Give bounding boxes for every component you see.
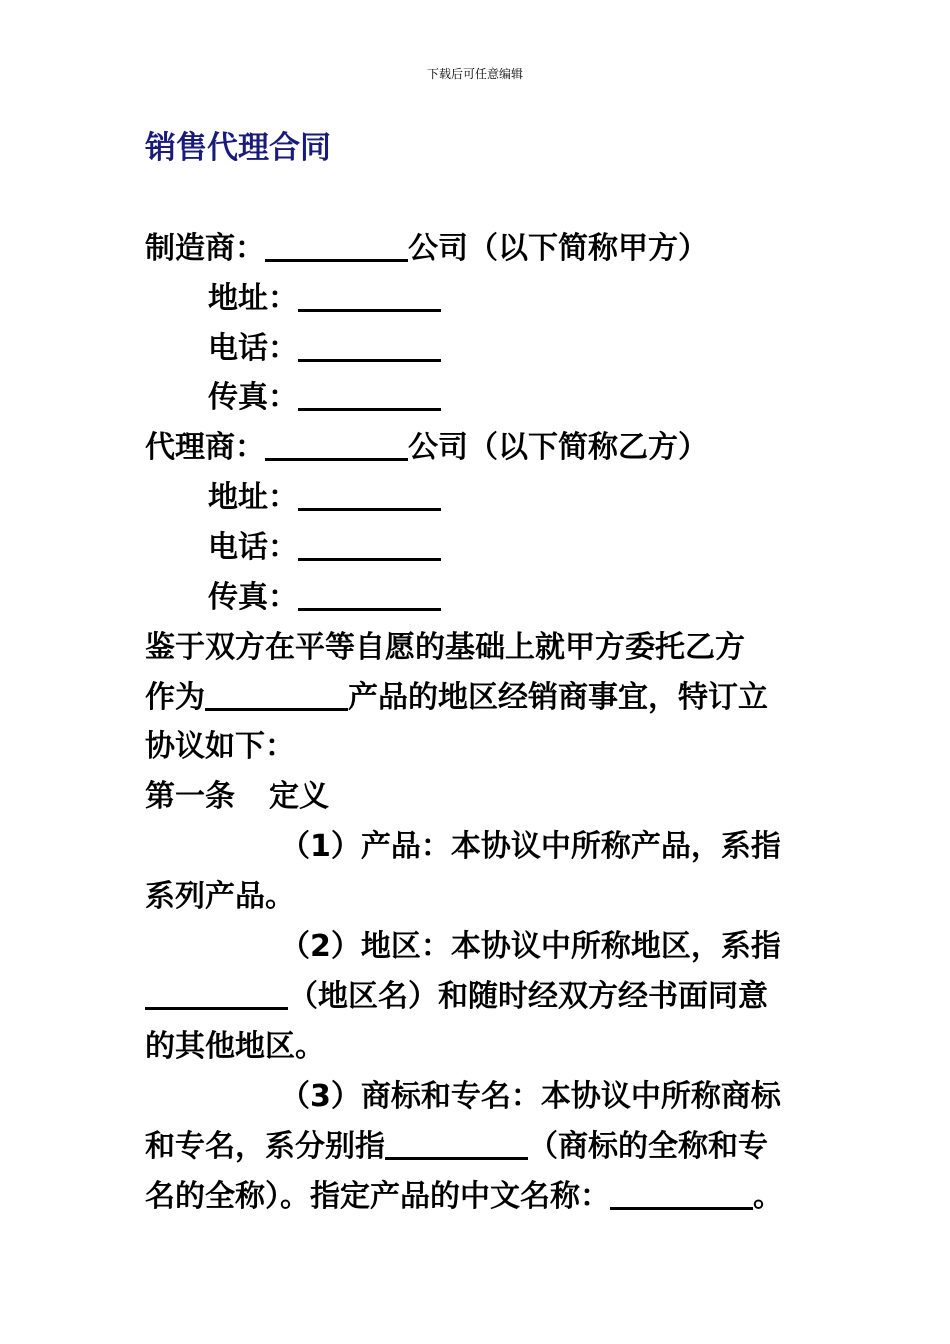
item-3-line-3-end: 。 bbox=[753, 1179, 783, 1214]
party-b-address-label: 地址： bbox=[208, 480, 298, 515]
trademark-blank bbox=[385, 1123, 528, 1160]
item-1-line-1: （1）产品：本协议中所称产品，系指 bbox=[280, 829, 781, 864]
party-a-address-blank bbox=[298, 275, 441, 312]
party-b-phone-line bbox=[208, 523, 878, 573]
item-2-line-3: 的其他地区。 bbox=[145, 1029, 325, 1064]
preamble-line-1: 鉴于双方在平等自愿的基础上就甲方委托乙方 bbox=[145, 630, 745, 665]
party-a-fax-line bbox=[208, 373, 878, 423]
party-b-address-blank bbox=[298, 474, 441, 511]
preamble-line-2-end: 产品的地区经销商事宜，特订立 bbox=[348, 680, 768, 715]
party-b-fax-label: 传真： bbox=[208, 580, 298, 615]
article-1-number: 第一条 bbox=[145, 779, 235, 814]
party-b-phone-label: 电话： bbox=[208, 530, 298, 565]
party-b-suffix: 公司（以下简称乙方） bbox=[408, 430, 708, 465]
party-a-address-line bbox=[208, 274, 878, 324]
item-3-line-2-end: （商标的全称和专 bbox=[528, 1129, 768, 1164]
party-b-label: 代理商： bbox=[145, 430, 265, 465]
article-1-title: 定义 bbox=[269, 779, 329, 814]
document-title: 销售代理合同 bbox=[145, 130, 331, 166]
party-a-suffix: 公司（以下简称甲方） bbox=[408, 231, 708, 266]
party-a-fax-blank bbox=[298, 374, 441, 411]
item-3-line-2-start: 和专名，系分别指 bbox=[145, 1129, 385, 1164]
preamble-line-2 bbox=[145, 673, 815, 723]
party-b-address-line bbox=[208, 473, 878, 523]
preamble-line-3: 协议如下： bbox=[145, 729, 295, 764]
party-a-line bbox=[145, 224, 815, 274]
item-3-line-3 bbox=[145, 1172, 815, 1222]
chinese-name-blank bbox=[610, 1173, 753, 1210]
item-3-line-1: （3）商标和专名：本协议中所称商标 bbox=[280, 1079, 781, 1114]
party-a-phone-blank bbox=[298, 325, 441, 362]
party-a-address-label: 地址： bbox=[208, 281, 298, 316]
item-3-line-2 bbox=[145, 1122, 815, 1172]
item-2-line-2-text: （地区名）和随时经双方经书面同意 bbox=[288, 979, 768, 1014]
party-a-name-blank bbox=[265, 225, 408, 262]
item-2-line-2 bbox=[145, 972, 815, 1022]
product-blank bbox=[205, 674, 348, 711]
item-1-line-2: 系列产品。 bbox=[145, 879, 295, 914]
preamble-line-2-start: 作为 bbox=[145, 680, 205, 715]
header-note: 下载后可任意编辑 bbox=[426, 67, 523, 81]
article-1-heading bbox=[145, 772, 815, 822]
party-a-label: 制造商： bbox=[145, 231, 265, 266]
party-a-fax-label: 传真： bbox=[208, 380, 298, 415]
party-a-phone-line bbox=[208, 324, 878, 374]
item-2-line-1: （2）地区：本协议中所称地区，系指 bbox=[280, 929, 781, 964]
party-b-fax-blank bbox=[298, 574, 441, 611]
item-3-line-3-start: 名的全称）。指定产品的中文名称： bbox=[145, 1179, 610, 1214]
party-b-name-blank bbox=[265, 424, 408, 461]
party-a-phone-label: 电话： bbox=[208, 331, 298, 366]
region-name-blank bbox=[145, 973, 288, 1010]
party-b-line bbox=[145, 423, 815, 473]
party-b-fax-line bbox=[208, 573, 878, 623]
party-b-phone-blank bbox=[298, 524, 441, 561]
